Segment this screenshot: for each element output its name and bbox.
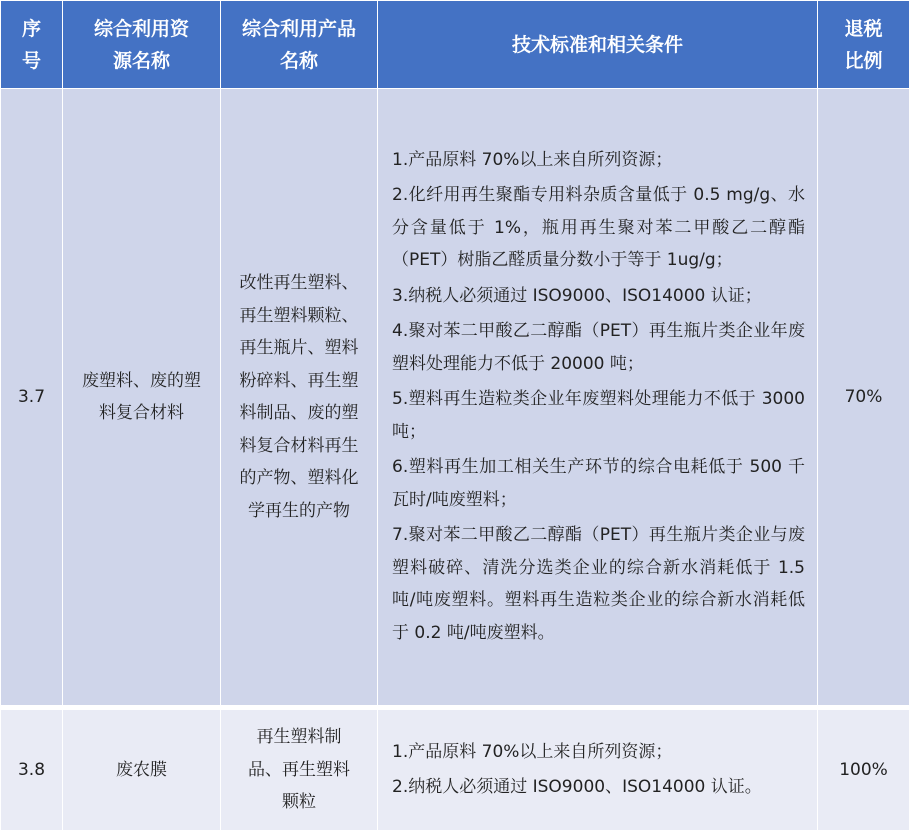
- condition-item: 6.塑料再生加工相关生产环节的综合电耗低于 500 千瓦时/吨废塑料；: [392, 451, 805, 516]
- condition-item: 2.化纤用再生聚酯专用料杂质含量低于 0.5 mg/g、水分含量低于 1%，瓶用再生聚对苯二甲酸乙二醇酯（PET）树脂乙醛质量分数小于等于 1ug/g；: [392, 179, 805, 277]
- header-refund-ratio: 退税比例: [818, 1, 909, 89]
- row-seq: 3.8: [1, 710, 63, 831]
- header-technical-standard: 技术标准和相关条件: [378, 1, 818, 89]
- row-resource-name: 废农膜: [63, 710, 221, 831]
- row-conditions: [378, 710, 818, 831]
- table-row: [1, 89, 909, 706]
- condition-item: 7.聚对苯二甲酸乙二醇酯（PET）再生瓶片类企业与废塑料破碎、清洗分选类企业的综合新水消耗低于 1.5 吨/吨废塑料。塑料再生造粒类企业的综合新水消耗低于 0.2 吨/吨废塑料。: [392, 519, 805, 649]
- row-refund-ratio: 100%: [818, 710, 909, 831]
- header-row: [1, 1, 909, 89]
- row-product-name: 再生塑料制品、再生塑料颗粒: [221, 710, 378, 831]
- condition-item: 3.纳税人必须通过 ISO9000、ISO14000 认证；: [392, 280, 805, 313]
- condition-item: 4.聚对苯二甲酸乙二醇酯（PET）再生瓶片类企业年废塑料处理能力不低于 20000 吨；: [392, 315, 805, 380]
- row-product-name: 改性再生塑料、再生塑料颗粒、再生瓶片、塑料粉碎料、再生塑料制品、废的塑料复合材料再生的产物、塑料化学再生的产物: [221, 89, 378, 706]
- row-conditions: [378, 89, 818, 706]
- header-product-name: 综合利用产品名称: [221, 1, 378, 89]
- condition-item: 2.纳税人必须通过 ISO9000、ISO14000 认证。: [392, 771, 805, 804]
- header-resource-name: 综合利用资源名称: [63, 1, 221, 89]
- row-seq: 3.7: [1, 89, 63, 706]
- condition-item: 1.产品原料 70%以上来自所列资源；: [392, 736, 805, 769]
- row-resource-name: 废塑料、废的塑料复合材料: [63, 89, 221, 706]
- header-seq: 序号: [1, 1, 63, 89]
- condition-item: 1.产品原料 70%以上来自所列资源；: [392, 144, 805, 177]
- condition-item: 5.塑料再生造粒类企业年废塑料处理能力不低于 3000 吨；: [392, 383, 805, 448]
- row-refund-ratio: 70%: [818, 89, 909, 706]
- table-row: [1, 710, 909, 831]
